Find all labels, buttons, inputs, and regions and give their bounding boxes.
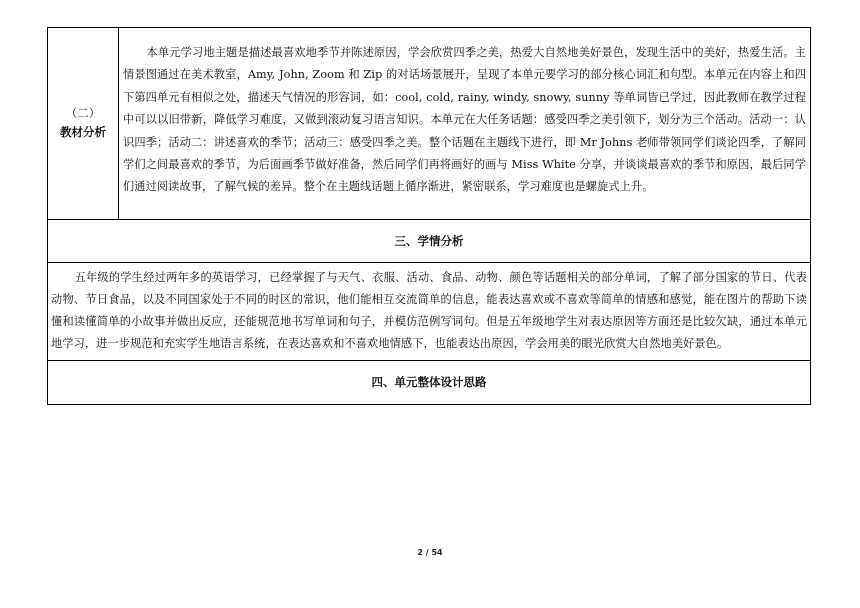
textbook-analysis-label-cell [48, 28, 119, 220]
section-label: 教材分析 [60, 125, 106, 140]
student-analysis-paragraph: 五年级的学生经过两年多的英语学习，已经掌握了与天气、衣服、活动、食品、动物、颜色等话题相关的部分单词，了解了部分国家的节日、代表动物、节日食品，以及不同国家处于不同的时区的常识，他们能相互交流简单的信息，能表达喜欢或不喜欢等简单的情感和感觉，能在图片的帮助下读懂和读懂简单的小故事并做出反应，还能规范地书写单词和句子，并模仿范例写词句。但是五年级地学生对表达原因等方面还是比较欠缺，通过本单元地学习，进一步规范和充实学生地语言系统，在表达喜欢和不喜欢地情感下，也能表达出原因，学会用美的眼光欣赏大自然地美好景色。 [51, 270, 807, 351]
design-ideas-heading-row [48, 360, 811, 404]
page-number: 2 / 54 [417, 548, 443, 557]
student-analysis-row [48, 262, 811, 360]
lesson-plan-table [47, 27, 811, 405]
textbook-analysis-paragraph: 本单元学习地主题是描述最喜欢地季节并陈述原因，学会欣赏四季之美，热爱大自然地美好景色，发现生活中的美好，热爱生活。主情景图通过在美术教室，Amy, John, Zoom 和 Zip 的对话场景展开，呈现了本单元要学习的部分核心词汇和句型。本单元在内容上和四下第四单元有相似之处，描述天气情况的形容词，如：cool, cold, rainy, windy, snowy, sunny 等单词皆已学过，因此教师在教学过程中可以以旧带新，降低学习难度，又做到滚动复习语言知识。本单元在大任务话题：感受四季之美引领下，划分为三个活动。活动一：认识四季；活动二：讲述喜欢的季节；活动三：感受四季之美。整个话题在主题线下进行，即 Mr Johns 老师带领同学们谈论四季，了解同学们之间最喜欢的季节，为后面画季节做好准备，然后同学们再将画好的画与 Miss White 分享，并谈谈最喜欢的季节和原因，最后同学们通过阅读故事，了解气候的差异。整个在主题线话题上循序渐进，紧密联系，学习难度也是螺旋式上升。 [123, 46, 806, 194]
student-analysis-content-cell [48, 262, 811, 360]
student-analysis-heading-row [48, 219, 811, 262]
student-analysis-heading: 三、学情分析 [48, 219, 811, 262]
section-number: （二） [65, 106, 101, 121]
textbook-analysis-row [48, 28, 811, 220]
design-ideas-heading: 四、单元整体设计思路 [48, 360, 811, 404]
textbook-analysis-content-cell [119, 28, 811, 220]
